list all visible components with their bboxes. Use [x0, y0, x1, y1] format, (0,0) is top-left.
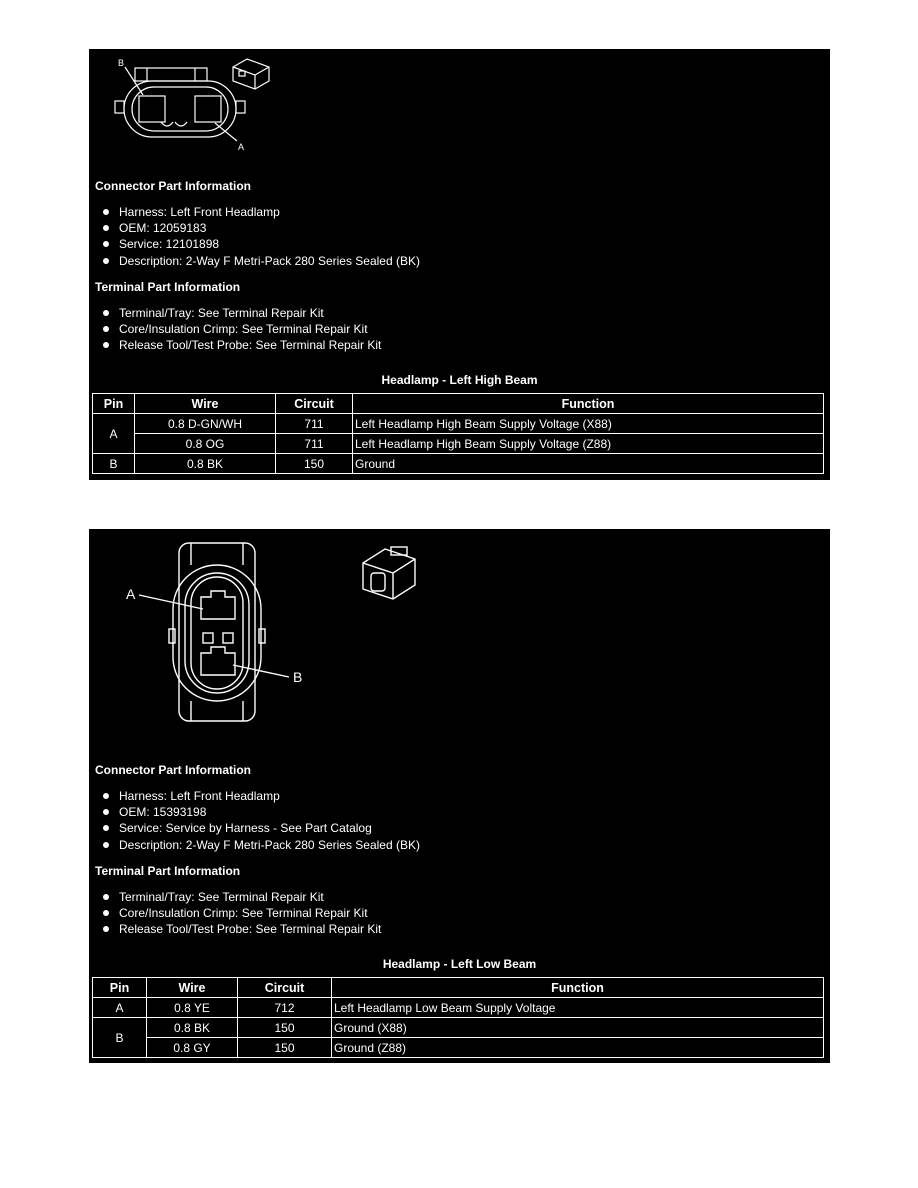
table-row [93, 434, 824, 454]
table-row [93, 1038, 824, 1058]
connector-part-list [103, 204, 420, 269]
table-row [93, 414, 824, 434]
function-cell: Left Headlamp High Beam Supply Voltage (X88) [353, 414, 824, 434]
pin-cell: B [93, 1018, 147, 1058]
list-item: Harness: Left Front Headlamp [103, 788, 420, 804]
connector-iso-icon [363, 547, 415, 599]
connector-iso-icon [233, 59, 269, 89]
circuit-cell: 150 [238, 1038, 332, 1058]
column-header-pin: Pin [93, 978, 147, 998]
wire-cell: 0.8 OG [135, 434, 276, 454]
connector-face-diagram-high-beam [99, 53, 279, 153]
wire-cell: 0.8 BK [135, 454, 276, 474]
wire-cell: 0.8 YE [147, 998, 238, 1018]
wire-cell: 0.8 D-GN/WH [135, 414, 276, 434]
column-header-wire: Wire [135, 394, 276, 414]
function-cell: Ground (Z88) [332, 1038, 824, 1058]
connector-part-heading: Connector Part Information [95, 763, 252, 777]
table-header-row [93, 978, 824, 998]
wire-cell: 0.8 GY [147, 1038, 238, 1058]
circuit-cell: 150 [276, 454, 353, 474]
list-item: Core/Insulation Crimp: See Terminal Repair Kit [103, 321, 381, 337]
circuit-cell: 712 [238, 998, 332, 1018]
list-item: Service: 12101898 [103, 236, 420, 252]
connector-part-heading: Connector Part Information [95, 179, 252, 193]
list-item: Core/Insulation Crimp: See Terminal Repair Kit [103, 905, 381, 921]
column-header-circuit: Circuit [238, 978, 332, 998]
table-header-row [93, 394, 824, 414]
cavity-a [201, 591, 235, 619]
pin-cell: A [93, 414, 135, 454]
pinout-table-title: Headlamp - Left High Beam [381, 373, 538, 387]
pinout-table [92, 393, 824, 474]
function-cell: Ground (X88) [332, 1018, 824, 1038]
cavity-a [195, 96, 221, 122]
column-header-pin: Pin [93, 394, 135, 414]
list-item: Description: 2-Way F Metri-Pack 280 Series Sealed (BK) [103, 253, 420, 269]
cavity-b [139, 96, 165, 122]
connector-face-diagram-low-beam [119, 537, 449, 727]
connector-panel-low-beam [89, 529, 830, 1063]
terminal-part-heading: Terminal Part Information [95, 864, 241, 878]
circuit-cell: 711 [276, 414, 353, 434]
terminal-part-list [103, 305, 381, 354]
terminal-part-heading: Terminal Part Information [95, 280, 241, 294]
function-cell: Left Headlamp Low Beam Supply Voltage [332, 998, 824, 1018]
function-cell: Left Headlamp High Beam Supply Voltage (Z88) [353, 434, 824, 454]
table-row [93, 454, 824, 474]
list-item: Service: Service by Harness - See Part Catalog [103, 820, 420, 836]
figure-label-b: B [118, 58, 125, 68]
circuit-cell: 711 [276, 434, 353, 454]
table-row [93, 1018, 824, 1038]
list-item: Release Tool/Test Probe: See Terminal Repair Kit [103, 337, 381, 353]
column-header-circuit: Circuit [276, 394, 353, 414]
connector-outer-shell [124, 81, 236, 137]
wire-cell: 0.8 BK [147, 1018, 238, 1038]
list-item: Terminal/Tray: See Terminal Repair Kit [103, 889, 381, 905]
list-item: Description: 2-Way F Metri-Pack 280 Series Sealed (BK) [103, 837, 420, 853]
pin-cell: A [93, 998, 147, 1018]
connector-part-list [103, 788, 420, 853]
figure-label-a: A [126, 586, 136, 602]
column-header-wire: Wire [147, 978, 238, 998]
list-item: Release Tool/Test Probe: See Terminal Repair Kit [103, 921, 381, 937]
figure-label-a: A [238, 142, 245, 152]
table-row [93, 998, 824, 1018]
connector-panel-high-beam [89, 49, 830, 480]
terminal-part-list [103, 889, 381, 938]
pinout-table-title: Headlamp - Left Low Beam [382, 957, 537, 971]
circuit-cell: 150 [238, 1018, 332, 1038]
list-item: Terminal/Tray: See Terminal Repair Kit [103, 305, 381, 321]
column-header-function: Function [332, 978, 824, 998]
list-item: OEM: 12059183 [103, 220, 420, 236]
column-header-function: Function [353, 394, 824, 414]
figure-label-b: B [293, 669, 303, 685]
function-cell: Ground [353, 454, 824, 474]
pin-cell: B [93, 454, 135, 474]
list-item: OEM: 15393198 [103, 804, 420, 820]
cavity-b [201, 647, 235, 675]
pinout-table [92, 977, 824, 1058]
list-item: Harness: Left Front Headlamp [103, 204, 420, 220]
